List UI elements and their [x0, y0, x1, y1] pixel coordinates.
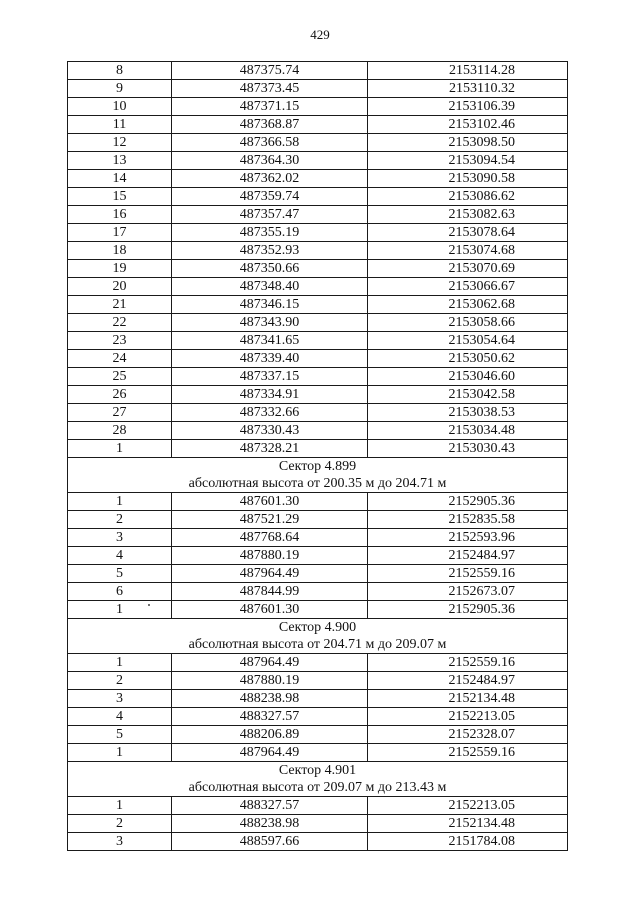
point-number-cell: 13: [68, 152, 172, 170]
point-number-cell: 1: [68, 493, 172, 511]
sector-height-row: [68, 636, 568, 654]
coordinates-table: [67, 61, 568, 851]
point-number-cell: 16: [68, 206, 172, 224]
point-number-cell: 19: [68, 260, 172, 278]
x-coordinate-cell: 487357.47: [172, 206, 368, 224]
point-number-cell: 21: [68, 296, 172, 314]
y-coordinate-cell: 2152905.36: [368, 493, 568, 511]
x-coordinate-cell: 487332.66: [172, 404, 368, 422]
table-row: [68, 672, 568, 690]
y-coordinate-cell: 2152484.97: [368, 672, 568, 690]
point-number-cell: 1: [68, 797, 172, 815]
y-coordinate-cell: 2153086.62: [368, 188, 568, 206]
y-coordinate-cell: 2153074.68: [368, 242, 568, 260]
x-coordinate-cell: 488238.98: [172, 815, 368, 833]
table-row: [68, 188, 568, 206]
x-coordinate-cell: 487964.49: [172, 565, 368, 583]
x-coordinate-cell: 488206.89: [172, 726, 368, 744]
table-row: [68, 296, 568, 314]
y-coordinate-cell: 2152593.96: [368, 529, 568, 547]
table-row: [68, 493, 568, 511]
x-coordinate-cell: 487375.74: [172, 62, 368, 80]
y-coordinate-cell: 2152484.97: [368, 547, 568, 565]
table-row: [68, 368, 568, 386]
point-number-cell: 18: [68, 242, 172, 260]
x-coordinate-cell: 487964.49: [172, 654, 368, 672]
x-coordinate-cell: 487844.99: [172, 583, 368, 601]
x-coordinate-cell: 487366.58: [172, 134, 368, 152]
table-row: [68, 833, 568, 851]
point-number-cell: 17: [68, 224, 172, 242]
sector-title: Сектор 4.901: [68, 762, 568, 780]
table-row: [68, 422, 568, 440]
table-row: [68, 206, 568, 224]
x-coordinate-cell: 487334.91: [172, 386, 368, 404]
sector-height-range: абсолютная высота от 200.35 м до 204.71 м: [68, 475, 568, 493]
point-number-cell: 5: [68, 565, 172, 583]
sector-title: Сектор 4.899: [68, 458, 568, 476]
y-coordinate-cell: 2153034.48: [368, 422, 568, 440]
point-number-cell: 3: [68, 833, 172, 851]
table-row: [68, 224, 568, 242]
point-number-cell: 6: [68, 583, 172, 601]
y-coordinate-cell: 2153078.64: [368, 224, 568, 242]
x-coordinate-cell: 487964.49: [172, 744, 368, 762]
point-number-cell: 24: [68, 350, 172, 368]
sector-height-row: [68, 779, 568, 797]
point-number-cell: 4: [68, 708, 172, 726]
x-coordinate-cell: 487368.87: [172, 116, 368, 134]
x-coordinate-cell: 487346.15: [172, 296, 368, 314]
point-number-cell: 2: [68, 672, 172, 690]
table-row: [68, 134, 568, 152]
y-coordinate-cell: 2152673.07: [368, 583, 568, 601]
y-coordinate-cell: 2153030.43: [368, 440, 568, 458]
x-coordinate-cell: 487343.90: [172, 314, 368, 332]
point-number-cell: 8: [68, 62, 172, 80]
x-coordinate-cell: 487601.30: [172, 601, 368, 619]
x-coordinate-cell: 487341.65: [172, 332, 368, 350]
y-coordinate-cell: 2153094.54: [368, 152, 568, 170]
table-row: [68, 62, 568, 80]
point-number-cell: 26: [68, 386, 172, 404]
y-coordinate-cell: 2153062.68: [368, 296, 568, 314]
y-coordinate-cell: 2152559.16: [368, 565, 568, 583]
y-coordinate-cell: 2152905.36: [368, 601, 568, 619]
sector-height-range: абсолютная высота от 209.07 м до 213.43 м: [68, 779, 568, 797]
x-coordinate-cell: 487521.29: [172, 511, 368, 529]
y-coordinate-cell: 2153070.69: [368, 260, 568, 278]
y-coordinate-cell: 2153038.53: [368, 404, 568, 422]
point-number-cell: 3: [68, 690, 172, 708]
point-number-cell: 3: [68, 529, 172, 547]
point-number-cell: 22: [68, 314, 172, 332]
table-row: [68, 242, 568, 260]
point-number-cell: 10: [68, 98, 172, 116]
table-row: [68, 314, 568, 332]
point-number-cell: 1: [68, 601, 172, 619]
point-number-cell: 4: [68, 547, 172, 565]
table-row: [68, 278, 568, 296]
x-coordinate-cell: 487364.30: [172, 152, 368, 170]
point-number-cell: 28: [68, 422, 172, 440]
point-number-cell: 5: [68, 726, 172, 744]
y-coordinate-cell: 2153050.62: [368, 350, 568, 368]
y-coordinate-cell: 2152213.05: [368, 708, 568, 726]
x-coordinate-cell: 487348.40: [172, 278, 368, 296]
scan-speck: [148, 604, 150, 606]
y-coordinate-cell: 2153114.28: [368, 62, 568, 80]
y-coordinate-cell: 2152835.58: [368, 511, 568, 529]
table-row: [68, 565, 568, 583]
x-coordinate-cell: 488327.57: [172, 797, 368, 815]
sector-title: Сектор 4.900: [68, 619, 568, 637]
y-coordinate-cell: 2153058.66: [368, 314, 568, 332]
sector-height-range: абсолютная высота от 204.71 м до 209.07 м: [68, 636, 568, 654]
point-number-cell: 12: [68, 134, 172, 152]
y-coordinate-cell: 2153054.64: [368, 332, 568, 350]
x-coordinate-cell: 487601.30: [172, 493, 368, 511]
y-coordinate-cell: 2153042.58: [368, 386, 568, 404]
table-row: [68, 152, 568, 170]
sector-title-row: [68, 458, 568, 476]
y-coordinate-cell: 2153098.50: [368, 134, 568, 152]
table-row: [68, 797, 568, 815]
point-number-cell: 9: [68, 80, 172, 98]
point-number-cell: 15: [68, 188, 172, 206]
page-number: 429: [310, 27, 330, 42]
table-row: [68, 98, 568, 116]
table-row: [68, 601, 568, 619]
point-number-cell: 20: [68, 278, 172, 296]
x-coordinate-cell: 487355.19: [172, 224, 368, 242]
y-coordinate-cell: 2151784.08: [368, 833, 568, 851]
table-row: [68, 654, 568, 672]
table-row: [68, 386, 568, 404]
point-number-cell: 1: [68, 744, 172, 762]
y-coordinate-cell: 2152559.16: [368, 744, 568, 762]
coordinates-table-body: [68, 62, 568, 851]
y-coordinate-cell: 2152559.16: [368, 654, 568, 672]
y-coordinate-cell: 2153106.39: [368, 98, 568, 116]
y-coordinate-cell: 2153082.63: [368, 206, 568, 224]
point-number-cell: 25: [68, 368, 172, 386]
table-row: [68, 116, 568, 134]
table-row: [68, 170, 568, 188]
x-coordinate-cell: 487359.74: [172, 188, 368, 206]
table-row: [68, 744, 568, 762]
table-row: [68, 511, 568, 529]
table-row: [68, 260, 568, 278]
x-coordinate-cell: 487373.45: [172, 80, 368, 98]
table-row: [68, 583, 568, 601]
y-coordinate-cell: 2153046.60: [368, 368, 568, 386]
x-coordinate-cell: 487328.21: [172, 440, 368, 458]
sector-title-row: [68, 619, 568, 637]
y-coordinate-cell: 2152134.48: [368, 815, 568, 833]
table-row: [68, 547, 568, 565]
point-number-cell: 1: [68, 654, 172, 672]
point-number-cell: 11: [68, 116, 172, 134]
x-coordinate-cell: 487350.66: [172, 260, 368, 278]
table-row: [68, 440, 568, 458]
sector-height-row: [68, 475, 568, 493]
y-coordinate-cell: 2153102.46: [368, 116, 568, 134]
point-number-cell: 27: [68, 404, 172, 422]
x-coordinate-cell: 487880.19: [172, 547, 368, 565]
point-number-cell: 23: [68, 332, 172, 350]
y-coordinate-cell: 2152134.48: [368, 690, 568, 708]
table-row: [68, 708, 568, 726]
x-coordinate-cell: 487371.15: [172, 98, 368, 116]
x-coordinate-cell: 487337.15: [172, 368, 368, 386]
x-coordinate-cell: 487768.64: [172, 529, 368, 547]
point-number-cell: 1: [68, 440, 172, 458]
table-row: [68, 80, 568, 98]
table-row: [68, 332, 568, 350]
x-coordinate-cell: 487352.93: [172, 242, 368, 260]
x-coordinate-cell: 488238.98: [172, 690, 368, 708]
table-row: [68, 350, 568, 368]
y-coordinate-cell: 2152328.07: [368, 726, 568, 744]
x-coordinate-cell: 488597.66: [172, 833, 368, 851]
x-coordinate-cell: 488327.57: [172, 708, 368, 726]
x-coordinate-cell: 487880.19: [172, 672, 368, 690]
x-coordinate-cell: 487330.43: [172, 422, 368, 440]
table-row: [68, 726, 568, 744]
x-coordinate-cell: 487362.02: [172, 170, 368, 188]
y-coordinate-cell: 2153090.58: [368, 170, 568, 188]
point-number-cell: 14: [68, 170, 172, 188]
table-row: [68, 690, 568, 708]
sector-title-row: [68, 762, 568, 780]
table-row: [68, 404, 568, 422]
y-coordinate-cell: 2152213.05: [368, 797, 568, 815]
y-coordinate-cell: 2153066.67: [368, 278, 568, 296]
point-number-cell: 2: [68, 815, 172, 833]
x-coordinate-cell: 487339.40: [172, 350, 368, 368]
table-row: [68, 529, 568, 547]
table-row: [68, 815, 568, 833]
y-coordinate-cell: 2153110.32: [368, 80, 568, 98]
point-number-cell: 2: [68, 511, 172, 529]
